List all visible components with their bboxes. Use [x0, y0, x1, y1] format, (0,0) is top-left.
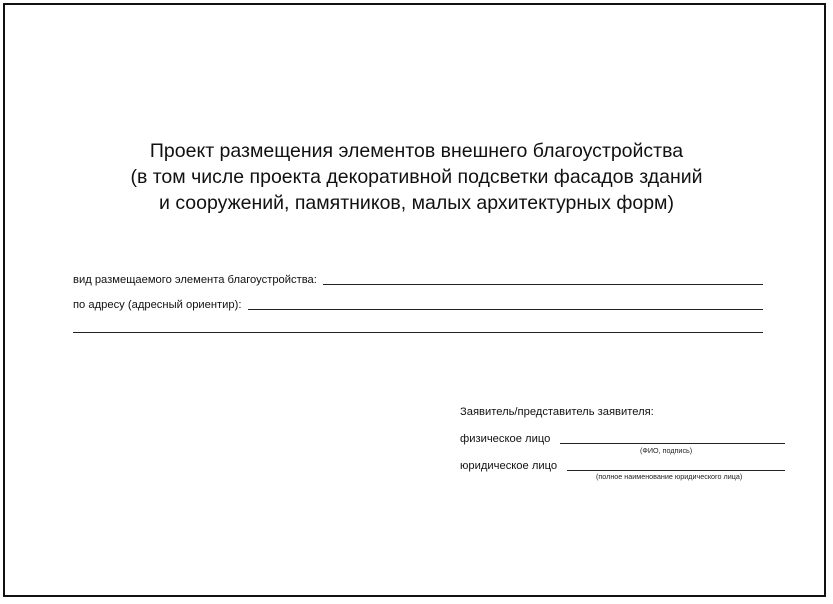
individual-label: физическое лицо: [460, 433, 551, 445]
element-type-fill-line[interactable]: [323, 283, 763, 285]
legal-entity-row: [460, 455, 785, 473]
element-type-row: [73, 267, 763, 287]
address-continuation-line[interactable]: [73, 332, 763, 333]
legal-entity-label: юридическое лицо: [460, 460, 558, 472]
address-label: по адресу (адресный ориентир):: [73, 299, 242, 311]
legal-entity-fill-line[interactable]: [567, 470, 785, 471]
title-line-2: (в том числе проекта декоративной подсветки фасадов зданий: [130, 166, 703, 188]
element-type-label: вид размещаемого элемента благоустройства:: [73, 274, 317, 286]
legal-entity-caption: (полное наименование юридического лица): [596, 472, 743, 481]
individual-row: [460, 428, 785, 446]
title-line-3: и сооружений, памятников, малых архитектурных форм): [159, 192, 674, 214]
title-line-1: Проект размещения элементов внешнего благоустройства: [149, 140, 684, 162]
individual-caption: (ФИО, подпись): [640, 446, 693, 455]
individual-fill-line[interactable]: [560, 443, 785, 444]
address-fill-line[interactable]: [248, 308, 764, 310]
address-row: [73, 292, 763, 312]
applicant-heading: Заявитель/представитель заявителя:: [460, 406, 654, 418]
document-title: [0, 138, 833, 216]
